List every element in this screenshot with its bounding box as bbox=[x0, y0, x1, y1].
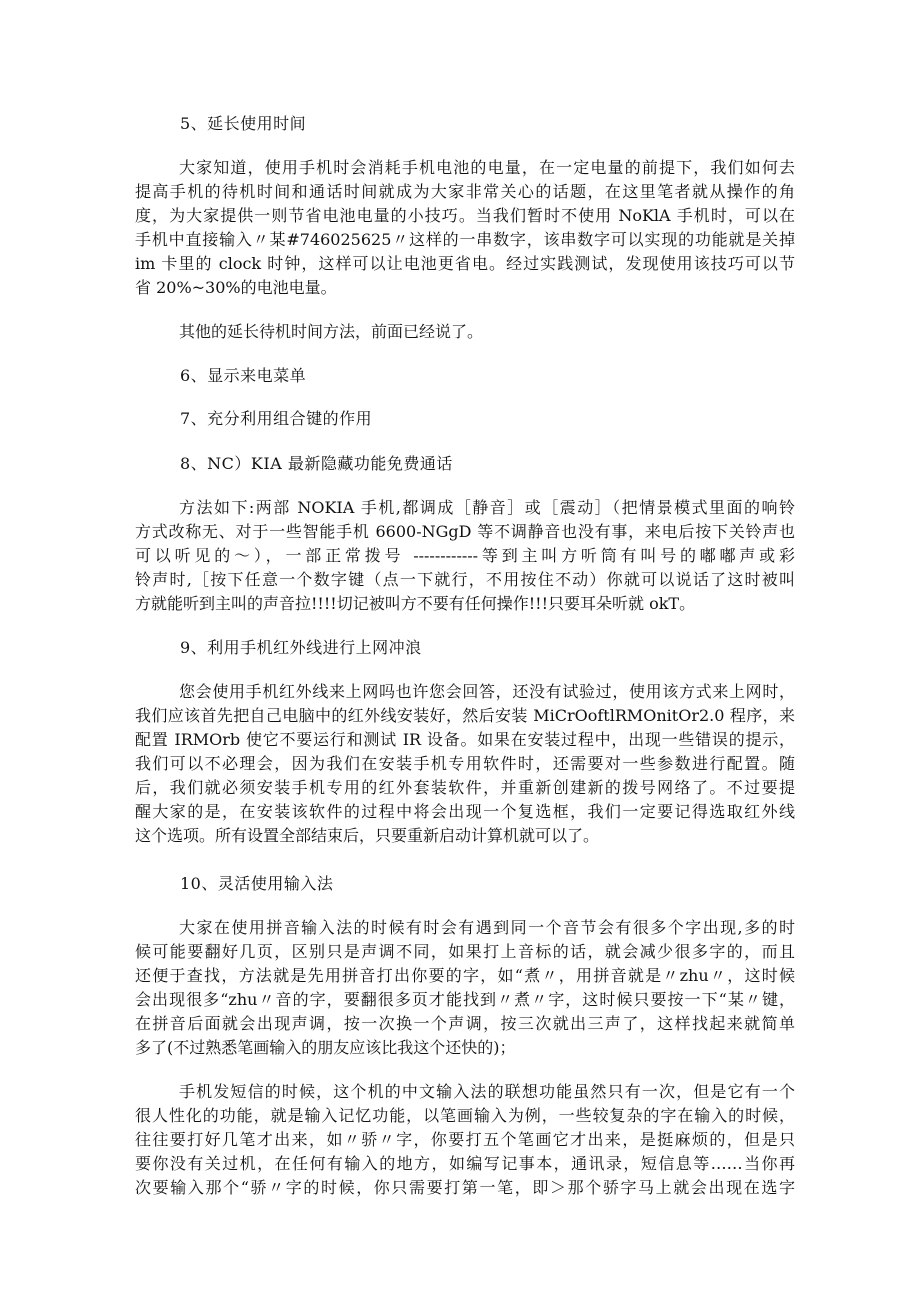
paragraph-line: 多了(不过熟悉笔画输入的朋友应该比我这个还快的)； bbox=[135, 1038, 516, 1057]
section-5-paragraph-2 bbox=[135, 320, 795, 344]
paragraph-line: 醒大家的是，在安装该软件的过程中将会出现一个复选框，我们一定要记得选取红外线 bbox=[135, 802, 795, 821]
section-10-paragraph-2 bbox=[135, 1080, 795, 1200]
paragraph-line: 提高手机的待机时间和通话时间就成为大家非常关心的话题，在这里笔者就从操作的角 bbox=[135, 182, 795, 201]
section-5-paragraph-1 bbox=[135, 156, 795, 300]
section-6-heading: 6、显示来电菜单 bbox=[180, 366, 307, 385]
section-8-heading: 8、NC）KIA 最新隐藏功能免费通话 bbox=[180, 454, 453, 473]
section-7-heading: 7、充分利用组合键的作用 bbox=[180, 409, 373, 428]
paragraph-line: 这个选项。所有设置全部结束后，只要重新启动计算机就可以了。 bbox=[135, 826, 600, 845]
paragraph-line: 方式改称无、对于一些智能手机 6600-NGgD 等不调静音也没有事，来电后按下关铃声也 bbox=[135, 522, 795, 541]
paragraph-line: 会出现很多“zhu〃音的字，要翻很多页才能找到〃煮〃字，这时候只要按一下“某〃键， bbox=[135, 990, 795, 1009]
paragraph-line: 铃声时,［按下任意一个数字键（点一下就行，不用按住不动）你就可以说话了这时被叫 bbox=[135, 570, 795, 589]
paragraph-line: 配置 IRMOrb 使它不要运行和测试 IR 设备。如果在安装过程中，出现一些错误的提示， bbox=[135, 730, 795, 749]
paragraph-line: 方法如下:两部 NOKIA 手机,都调成［静音］或［震动］（把情景模式里面的响铃 bbox=[179, 498, 795, 517]
section-5-heading: 5、延长使用时间 bbox=[180, 114, 307, 133]
section-10-heading: 10、灵活使用输入法 bbox=[180, 874, 334, 893]
paragraph-line: 您会使用手机红外线来上网吗也许您会回答，还没有试验过，使用该方式来上网时， bbox=[179, 682, 795, 701]
paragraph-line: 省 20%~30%的电池电量。 bbox=[135, 278, 337, 297]
paragraph-line: 后，我们就必须安装手机专用的红外套装软件，并重新创建新的拨号网络了。不过要提 bbox=[135, 778, 795, 797]
paragraph-line: 还便于查找，方法就是先用拼音打出你要的字，如“煮〃，用拼音就是〃zhu〃，这时候 bbox=[135, 966, 795, 985]
paragraph-line: 我们应该首先把自己电脑中的红外线安装好，然后安装 MiCrOoftlRMOnitOr2.0 程序，来 bbox=[135, 706, 795, 725]
paragraph-line: 候可能要翻好几页，区别只是声调不同，如果打上音标的话，就会减少很多字的，而且 bbox=[135, 942, 795, 961]
paragraph-line: 要你没有关过机，在任何有输入的地方，如编写记事本，通讯录，短信息等……当你再 bbox=[135, 1154, 795, 1173]
paragraph-line: 手机发短信的时候，这个机的中文输入法的联想功能虽然只有一次，但是它有一个 bbox=[179, 1082, 795, 1101]
paragraph-line: 很人性化的功能，就是输入记忆功能，以笔画输入为例，一些较复杂的字在输入的时候， bbox=[135, 1106, 795, 1125]
paragraph-line: 方就能听到主叫的声音拉!!!!切记被叫方不要有任何操作!!!只要耳朵听就 okT。 bbox=[135, 594, 696, 613]
section-10-paragraph-1 bbox=[135, 916, 795, 1060]
section-9-heading: 9、利用手机红外线进行上网冲浪 bbox=[180, 638, 422, 657]
paragraph-line: 其他的延长待机时间方法，前面已经说了。 bbox=[179, 322, 484, 341]
paragraph-line: 我们可以不必理会，因为我们在安装手机专用软件时，还需要对一些参数进行配置。随 bbox=[135, 754, 795, 773]
paragraph-line: 大家在使用拼音输入法的时候有时会有遇到同一个音节会有很多个字出现,多的时 bbox=[179, 918, 795, 937]
paragraph-line: 往往要打好几笔才出来，如〃骄〃字，你要打五个笔画它才出来，是挺麻烦的，但是只 bbox=[135, 1130, 795, 1149]
paragraph-line: 大家知道，使用手机时会消耗手机电池的电量，在一定电量的前提下，我们如何去 bbox=[179, 158, 795, 177]
section-9-paragraph-1 bbox=[135, 680, 795, 848]
paragraph-line: 手机中直接输入〃某#746025625〃这样的一串数字，该串数字可以实现的功能就是关掉 bbox=[135, 230, 795, 249]
paragraph-line: 可以听见的～），一部正常拨号 ------------等到主叫方听筒有叫号的嘟嘟声或彩 bbox=[135, 546, 795, 565]
paragraph-line: im 卡里的 clock 时钟，这样可以让电池更省电。经过实践测试，发现使用该技巧可以节 bbox=[135, 254, 795, 273]
section-8-paragraph-1 bbox=[135, 496, 795, 616]
paragraph-line: 在拼音后面就会出现声调，按一次换一个声调，按三次就出三声了，这样找起来就简单 bbox=[135, 1014, 795, 1033]
paragraph-line: 次要输入那个“骄〃字的时候，你只需要打第一笔，即＞那个骄字马上就会出现在选字 bbox=[135, 1178, 795, 1197]
paragraph-line: 度，为大家提供一则节省电池电量的小技巧。当我们暂时不使用 NoKlA 手机时，可以在 bbox=[135, 206, 795, 225]
